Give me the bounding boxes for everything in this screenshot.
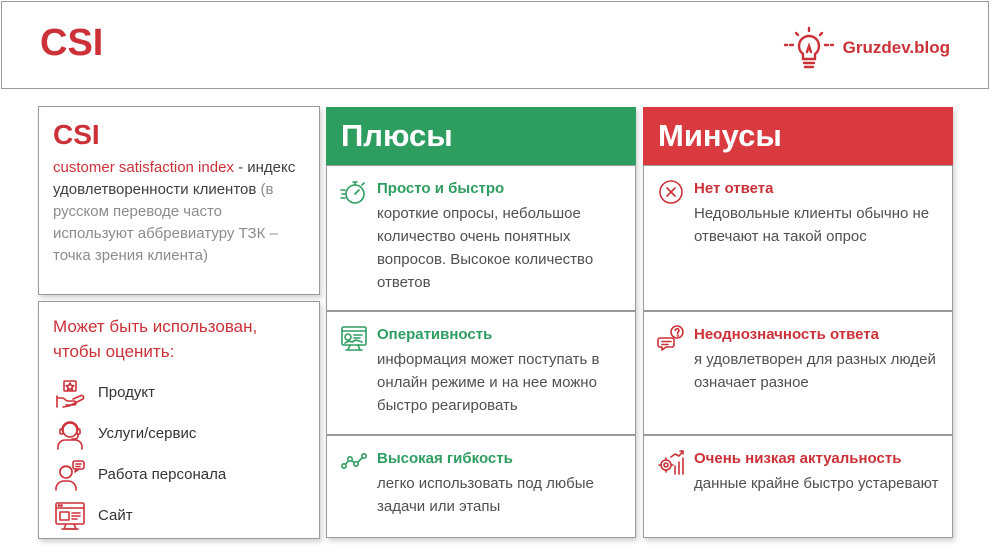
pros-item-flexibility bbox=[326, 435, 636, 538]
product-icon bbox=[53, 376, 87, 410]
staff-icon bbox=[53, 458, 87, 492]
cons-item-ambiguity bbox=[643, 311, 953, 435]
cons-item-text: я удовлетворен для разных людей означает разное bbox=[694, 351, 936, 391]
cons-item-title: Неоднозначность ответа bbox=[694, 326, 879, 343]
dashboard-icon bbox=[340, 324, 368, 352]
cons-item-text: данные крайне быстро устаревают bbox=[694, 475, 939, 492]
cons-item-text: Недовольные клиенты обычно не отвечают на такой опрос bbox=[694, 205, 930, 245]
pros-item-title: Высокая гибкость bbox=[377, 450, 513, 467]
pros-item-title: Просто и быстро bbox=[377, 180, 505, 197]
usage-list bbox=[53, 372, 305, 536]
pros-item-text: легко использовать под любые задачи или этапы bbox=[377, 475, 594, 515]
usage-item-label: Работа персонала bbox=[98, 466, 227, 483]
usage-item-staff bbox=[53, 454, 305, 495]
definition-title: CSI bbox=[53, 119, 100, 150]
cons-item-title: Очень низкая актуальность bbox=[694, 450, 902, 467]
usage-card bbox=[38, 301, 320, 539]
pros-item-text: информация может поступать в онлайн режиме и на нее можно быстро реагировать bbox=[377, 351, 600, 414]
pros-item-text: короткие опросы, небольшое количество очень понятных вопросов. Высокое количество ответов bbox=[377, 205, 594, 291]
usage-item-label: Сайт bbox=[98, 507, 133, 524]
brand-name[interactable]: Gruzdev.blog bbox=[842, 38, 950, 57]
usage-item-label: Услуги/сервис bbox=[98, 425, 197, 442]
cons-item-no-answer bbox=[643, 165, 953, 311]
definition-card bbox=[38, 106, 320, 295]
pros-header bbox=[326, 107, 636, 165]
cons-item-low-relevance bbox=[643, 435, 953, 538]
lightbulb-logo-icon bbox=[783, 26, 835, 70]
definition-term: customer satisfaction index bbox=[53, 159, 234, 176]
cons-header-label: Минусы bbox=[658, 118, 782, 153]
settings-chart-icon bbox=[657, 448, 685, 476]
stopwatch-icon bbox=[340, 178, 368, 206]
definition-note: (в русском переводе часто используют аббревиатуру ТЗК – точка зрения клиента) bbox=[53, 181, 278, 264]
page-header bbox=[1, 1, 989, 89]
definition-meaning: индекс удовлетворенности клиентов bbox=[53, 159, 296, 198]
pros-item-simple bbox=[326, 165, 636, 311]
usage-item-service bbox=[53, 413, 305, 454]
usage-title: Может быть использован, чтобы оценить: bbox=[53, 317, 258, 361]
definition-dash: - bbox=[233, 159, 244, 176]
usage-item-website bbox=[53, 495, 305, 536]
website-icon bbox=[53, 499, 87, 533]
usage-item-product bbox=[53, 372, 305, 413]
flexibility-icon bbox=[340, 448, 368, 476]
cross-circle-icon bbox=[657, 178, 685, 206]
service-icon bbox=[53, 417, 87, 451]
question-chat-icon bbox=[657, 324, 685, 352]
cons-header bbox=[643, 107, 953, 165]
usage-item-label: Продукт bbox=[98, 384, 155, 401]
definition-text bbox=[53, 157, 305, 267]
pros-item-efficiency bbox=[326, 311, 636, 435]
brand[interactable] bbox=[783, 26, 950, 70]
pros-item-title: Оперативность bbox=[377, 326, 493, 343]
pros-header-label: Плюсы bbox=[341, 118, 453, 153]
cons-item-title: Нет ответа bbox=[694, 180, 774, 197]
page-title: CSI bbox=[40, 22, 104, 64]
